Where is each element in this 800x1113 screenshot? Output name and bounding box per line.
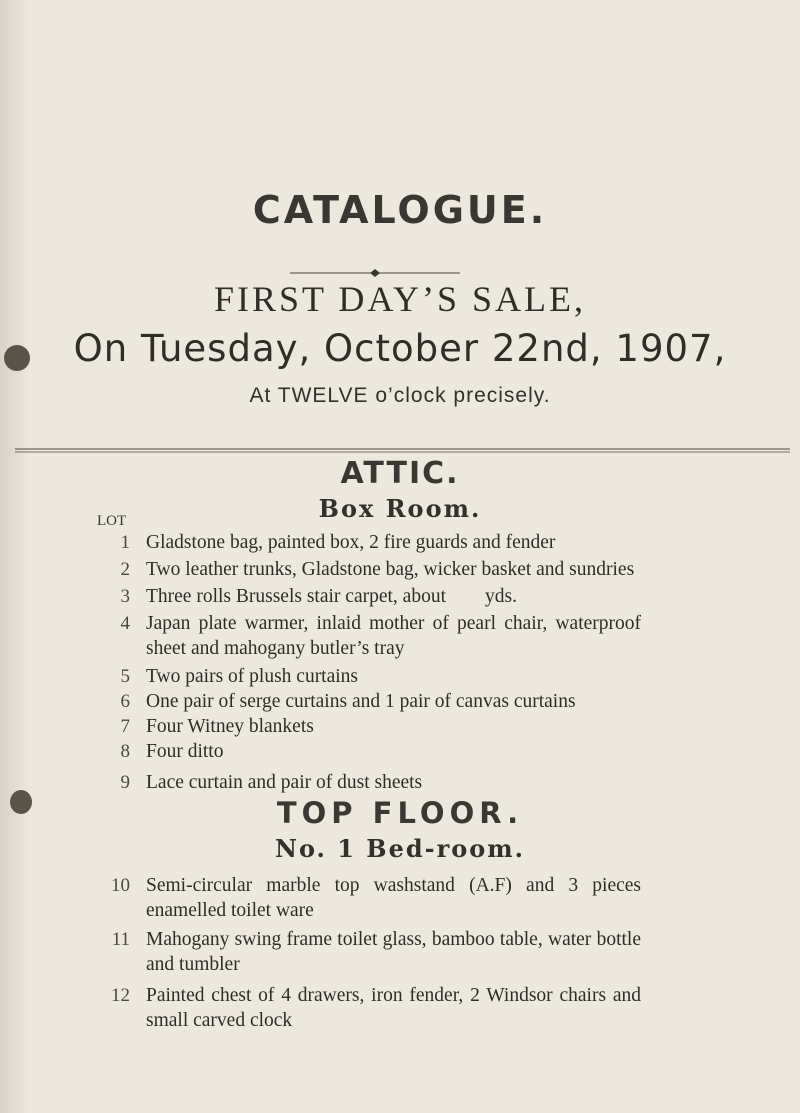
section-title-top-floor: TOP FLOOR. — [276, 796, 524, 830]
room-title-bed-room: No. 1 Bed-room. — [275, 834, 525, 863]
lot-number: 4 — [120, 613, 130, 634]
catalogue-title: CATALOGUE. — [252, 188, 548, 232]
sale-time: At TWELVE o’clock precisely. — [249, 384, 551, 407]
lot-description: Semi-circular marble top washstand (A.F) and 3 pieces enamelled toilet ware — [146, 875, 641, 921]
sale-date: On Tuesday, October 22nd, 1907, — [73, 327, 727, 370]
double-rule-divider — [15, 447, 790, 455]
lot-number: 3 — [120, 586, 130, 607]
sale-heading: FIRST DAY’S SALE, — [213, 279, 587, 319]
lot-number: 7 — [120, 716, 130, 737]
room-title-box-room: Box Room. — [318, 494, 482, 523]
lot-number: 2 — [120, 559, 130, 580]
ornamental-rule-icon — [290, 268, 460, 278]
lot-description: Gladstone bag, painted box, 2 fire guards and fender — [146, 532, 556, 553]
section-title-attic: ATTIC. — [340, 456, 460, 491]
lot-description: Four Witney blankets — [146, 716, 314, 737]
lot-description: Two leather trunks, Gladstone bag, wicker basket and sundries — [146, 559, 635, 580]
lot-number: 6 — [120, 691, 130, 712]
lot-description: Painted chest of 4 drawers, iron fender, 2 Windsor chairs and small carved clock — [146, 985, 641, 1031]
lot-description: Japan plate warmer, inlaid mother of pearl chair, waterproof sheet and mahogany butler’s tray — [146, 613, 641, 659]
lot-description: Three rolls Brussels stair carpet, about yds. — [146, 586, 517, 607]
lot-number: 8 — [120, 741, 130, 762]
lot-number: 10 — [111, 875, 130, 896]
lot-description: Four ditto — [146, 741, 224, 762]
lot-number: 1 — [120, 532, 130, 553]
lot-number: 5 — [120, 666, 130, 687]
lot-number: 11 — [111, 929, 130, 950]
lot-description: Two pairs of plush curtains — [146, 666, 359, 687]
lot-number: 12 — [111, 985, 130, 1006]
lot-column-label: LOT — [97, 513, 127, 529]
lot-description: Mahogany swing frame toilet glass, bamboo table, water bottle and tumbler — [146, 929, 641, 975]
lot-description: Lace curtain and pair of dust sheets — [146, 772, 423, 793]
lot-description: One pair of serge curtains and 1 pair of canvas curtains — [146, 691, 576, 712]
lot-number: 9 — [120, 772, 130, 793]
